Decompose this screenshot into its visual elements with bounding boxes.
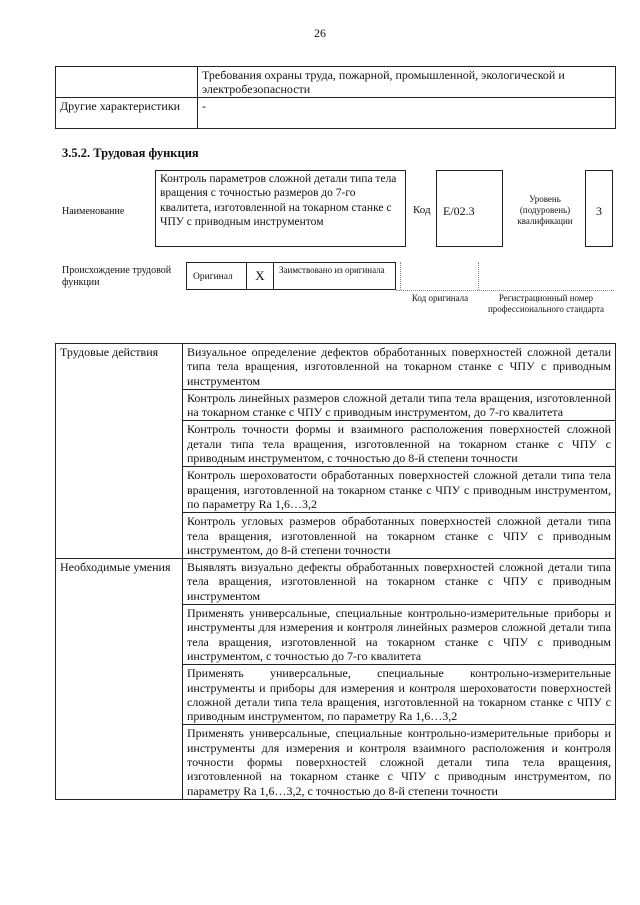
main-table — [55, 343, 616, 800]
function-code: Е/02.3 — [436, 170, 503, 247]
list-item: Выявлять визуально дефекты обработанных поверхностей сложной детали типа тела вращения, изготовленной на токарном станке с ЧПУ с приводным инструментом — [183, 559, 616, 605]
function-name: Контроль параметров сложной детали типа тела вращения с точностью размеров до 7-го квалитета, изготовленной на токарном станке с ЧПУ с приводным инструментом — [155, 170, 406, 247]
level-value: 3 — [585, 170, 613, 247]
original-label: Оригинал — [193, 272, 233, 282]
list-item: Применять универсальные, специальные контрольно-измерительные приборы и инструменты для измерения и контроля линейных размеров сложной детали типа тела вращения, изготовленной на токарном станке с ЧПУ с приводным инструментом, с точностью до 7-го квалитета — [183, 605, 616, 665]
section-title: 3.5.2. Трудовая функция — [62, 146, 199, 160]
row-label: Другие характеристики — [56, 98, 198, 129]
row-label: Трудовые действия — [56, 344, 183, 559]
row-label — [56, 67, 198, 98]
list-item: Применять универсальные, специальные контрольно-измерительные приборы и инструменты для измерения и контроля взаимного расположения и контроля точности формы поверхностей сложной детали типа тела вращения, изготовленной на токарном станке с ЧПУ с приводным инструментом, по параметру Ra 1,6…3,2, с точностью до 8-й степени точности — [183, 725, 616, 799]
name-label: Наименование — [62, 206, 125, 217]
original-mark: X — [246, 262, 274, 290]
list-item: Визуальное определение дефектов обработанных поверхностей сложной детали типа тела вращения, изготовленной на токарном станке с ЧПУ с приводным инструментом — [183, 344, 616, 390]
list-item: Контроль шероховатости обработанных поверхностей сложной детали типа тела вращения, изготовленной на токарном станке с ЧПУ с приводным инструментом, по параметру Ra 1,6…3,2 — [183, 467, 616, 513]
code-label: Код — [413, 204, 431, 216]
list-item: Контроль линейных размеров сложной детали типа тела вращения, изготовленной на токарном станке с ЧПУ с приводным инструментом, до 7-го квалитета — [183, 389, 616, 421]
row-value: Требования охраны труда, пожарной, промышленной, экологической и электробезопасности — [198, 67, 616, 98]
list-item: Контроль точности формы и взаимного расположения поверхностей сложной детали типа тела вращения, изготовленной на токарном станке с ЧПУ с приводным инструментом, с точностью до 8-й степени точности — [183, 421, 616, 467]
borrowed-label: Заимствовано из оригинала — [279, 265, 385, 275]
divider — [478, 262, 479, 290]
list-item: Контроль угловых размеров обработанных поверхностей сложной детали типа тела вращения, изготовленной на токарном станке с ЧПУ с приводным инструментом, до 8-й степени точности — [183, 513, 616, 559]
table-row — [56, 559, 616, 605]
page-number: 26 — [314, 26, 326, 40]
reg-number-label: Регистрационный номер профессионального стандарта — [487, 293, 605, 314]
origin-label: Происхождение трудовой функции — [62, 265, 172, 288]
row-value: - — [198, 98, 616, 129]
list-item: Применять универсальные, специальные контрольно-измерительные инструменты и приборы для измерения и контроля шероховатости поверхностей сложной детали типа тела вращения, изготовленной на токарном станке с ЧПУ с приводным инструментом, по параметру Ra 1,6…3,2 — [183, 665, 616, 725]
divider — [396, 290, 614, 291]
table-row — [56, 98, 616, 129]
code-original-label: Код оригинала — [411, 293, 469, 303]
level-label: Уровень (подуровень) квалификации — [517, 194, 573, 226]
divider — [400, 262, 401, 290]
top-table — [55, 66, 616, 129]
row-label: Необходимые умения — [56, 559, 183, 800]
table-row — [56, 67, 616, 98]
table-row — [56, 344, 616, 390]
